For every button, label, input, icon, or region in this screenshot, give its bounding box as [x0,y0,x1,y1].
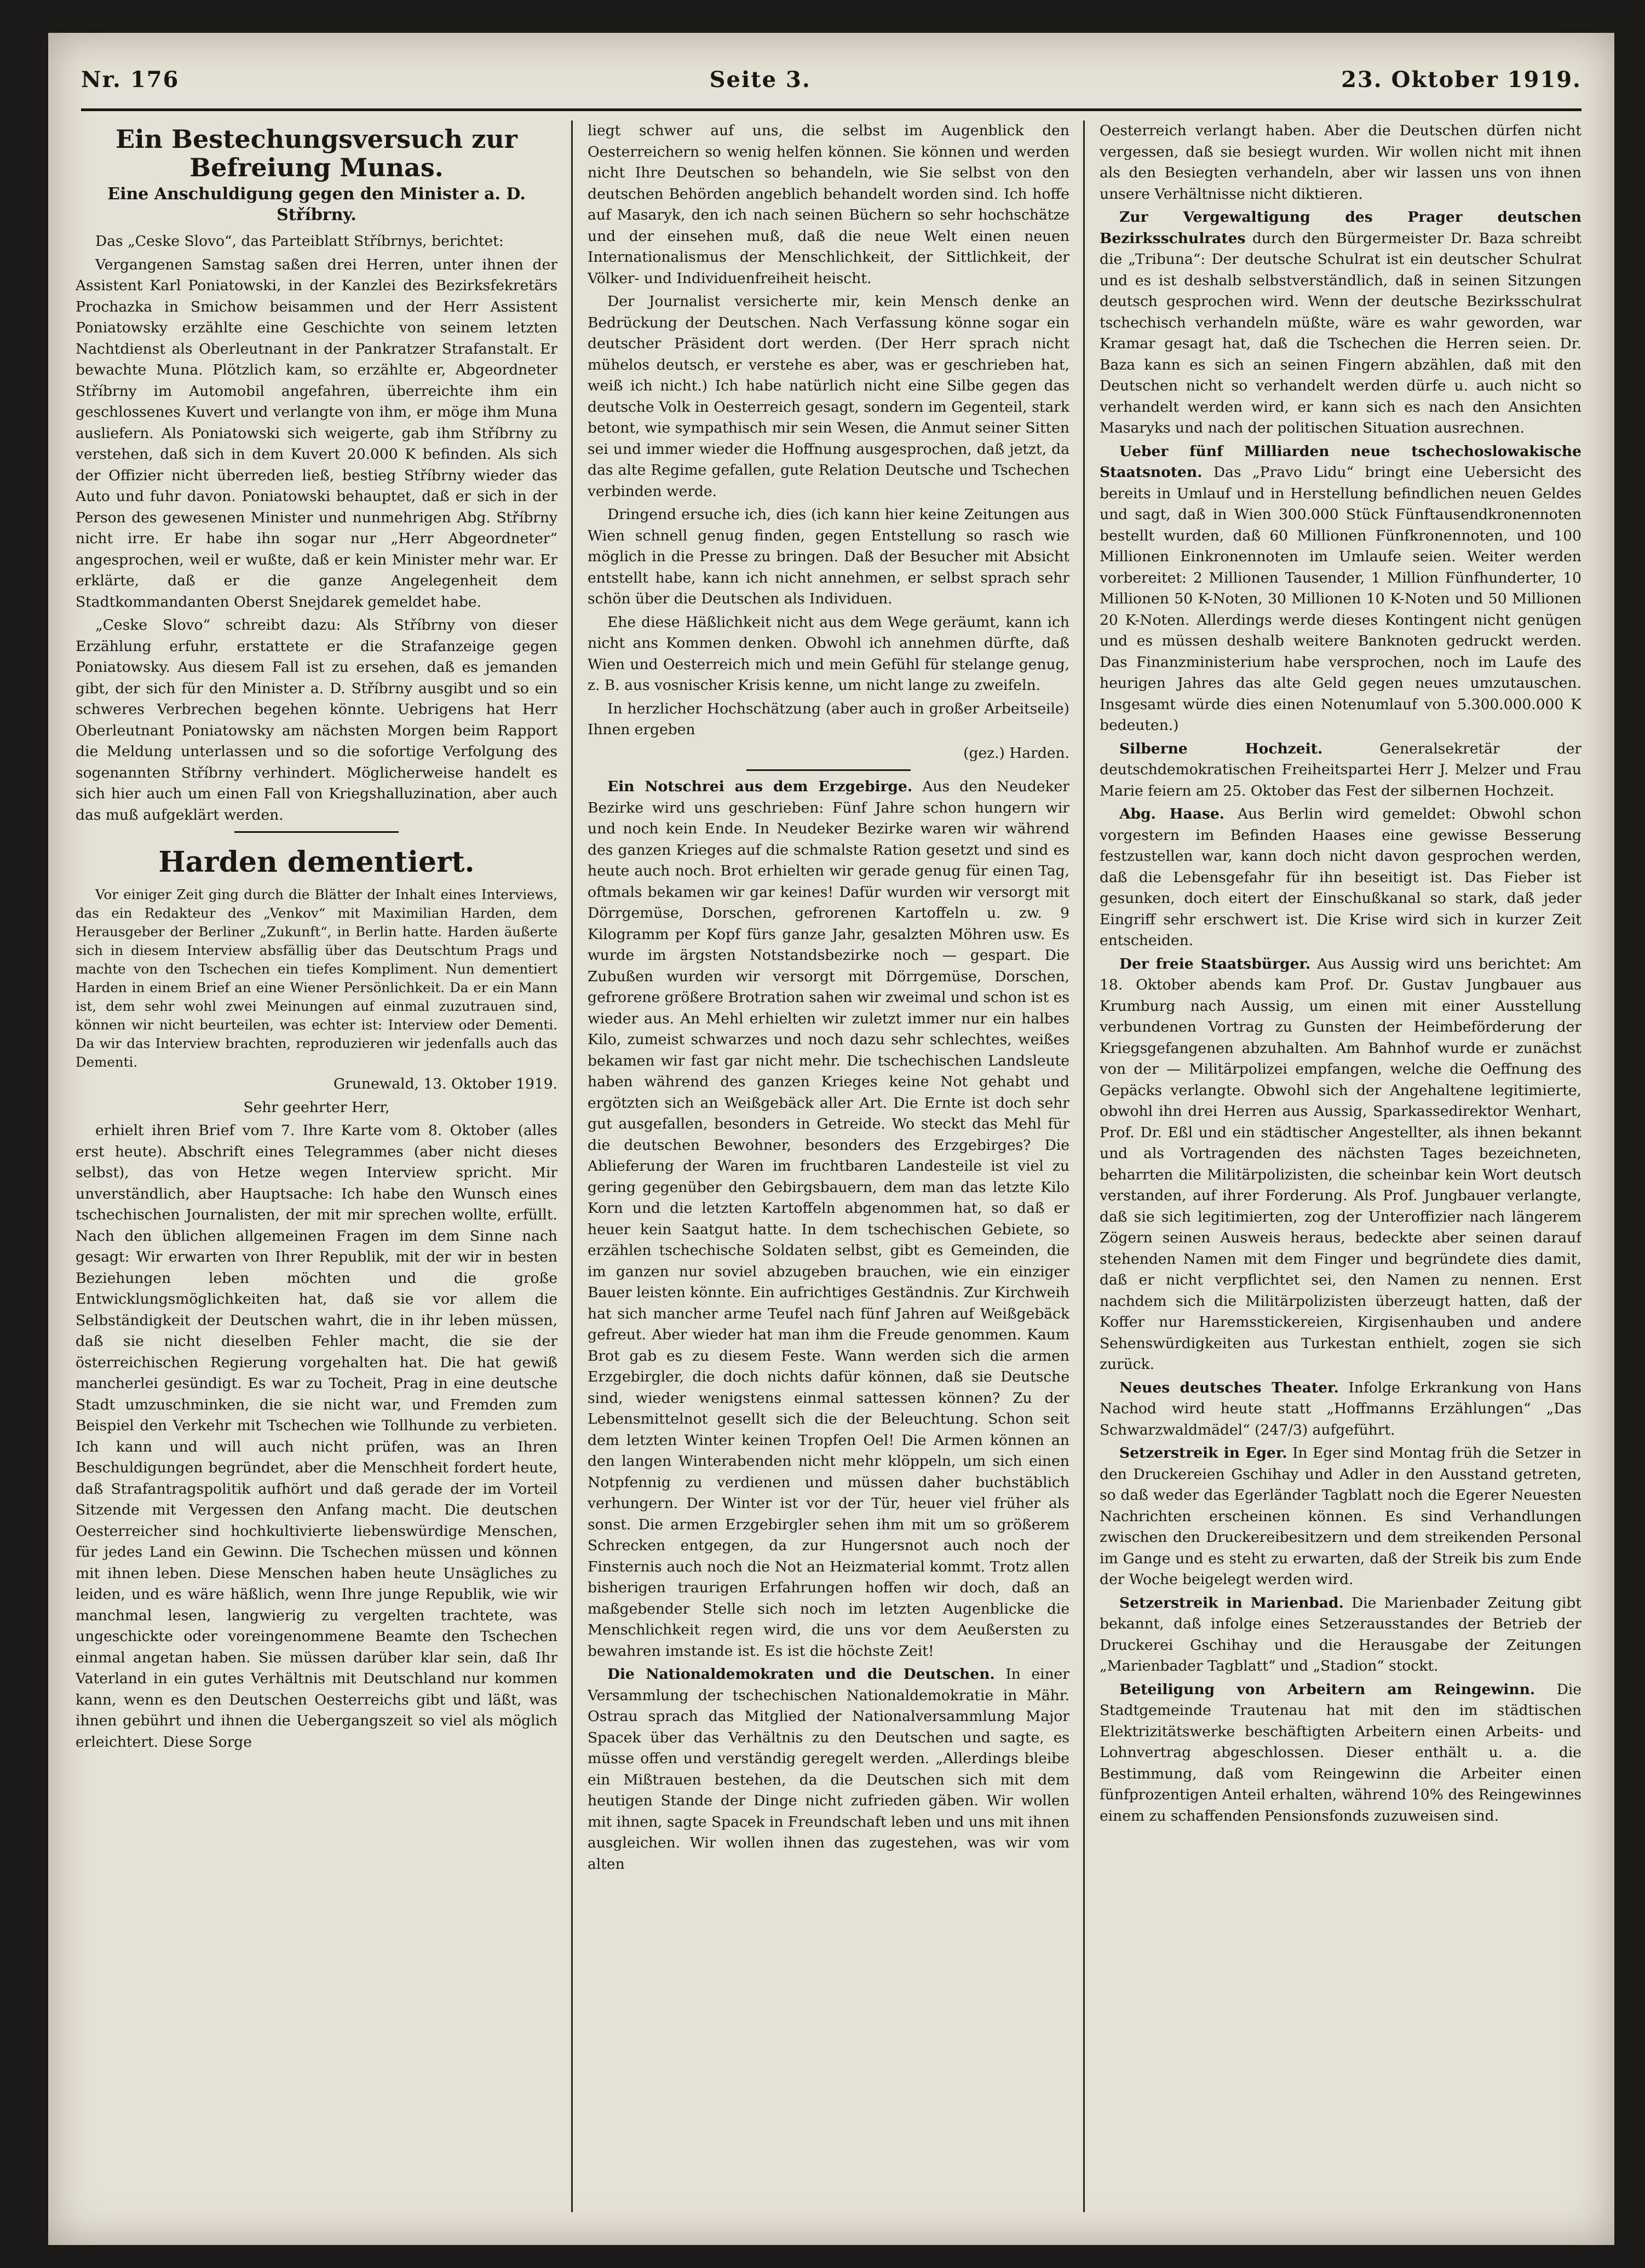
paragraph: „Ceske Slovo“ schreibt dazu: Als Stříbrny von dieser Erzählung erfuhr, erstattete er die Strafanzeige gegen Poniatowsky. Aus diesem Fall ist zu ersehen, daß es jemanden gibt, der sich für den Minister a. D. Stříbrny ausgibt und so ein schweres Verbrechen begehen könnte. Uebrigens hat Herr Oberleutnant Poniatowsky am nächsten Morgen beim Rapport die Meldung unterlassen und so die sofortige Verfolgung des sogenannten Stříbrny verhindert. Möglicherweise handelt es sich hier auch um einen Fall von Kriegshalluzination, aber auch das muß aufgeklärt werden. [76,617,557,824]
page-number: Seite 3. [709,66,811,93]
header-rule [81,108,1581,111]
paragraph [1100,739,1581,802]
column-2 [588,120,1069,2218]
paragraph [1100,954,1581,1375]
paragraph-text: Aus Aussig wird uns berichtet: Am 18. Oktober abends kam Prof. Dr. Gustav Jungbauer aus Krumburg nach Aussig, um einen mit einer Ausstellung verbundenen Vortrag zu Gunsten der Heimbeförderung der Kriegsgefangenen abzuhalten. Am Bahnhof wurde er zunächst von der — Militärpolizei empfangen, welche die Oeffnung des Gepäcks verlangte. Obwohl sich der Angehaltene legitimierte, obwohl ihn drei Herren aus Aussig, Sparkassedirektor Wenhart, Prof. Dr. Eßl und ein städtischer Angestellter, als ihnen bekannt und als Vortragenden des nächsten Tages bezeichneten, beharrten die Militärpolizisten, die scheinbar kein Wort deutsch verstanden, auf ihrer Forderung. Als Prof. Jungbauer verlangte, daß sie sich legitimierten, zog der Unteroffizier nach längerem Zögern seinen Ausweis heraus, bedeckte aber seinen darauf stehenden Namen mit dem Finger und begründete dies damit, daß er nicht verpflichtet sei, den Namen zu nennen. Erst nachdem sich die Militärpolizisten überzeugt hatten, daß der Koffer nur Haremsstickereien, Kirgisenhauben und andere Sehenswürdigkeiten aus Turkestan enthielt, zogen sie sich zurück. [1100,955,1581,1373]
section-heading: Beteiligung von Arbeitern am Reingewinn. [1119,1680,1535,1698]
paragraph: In herzlicher Hochschätzung (aber auch in großer Arbeitseile) Ihnen ergeben [588,700,1069,738]
paragraph [1100,1679,1581,1827]
paragraph [1100,1378,1581,1441]
paragraph: Oesterreich verlangt haben. Aber die Deutschen dürfen nicht vergessen, daß sie besiegt wurden. Wir wollen nicht mit ihnen als den Besiegten verhandeln, aber wir lassen uns von ihnen unsere Verhältnisse nicht diktieren. [1100,122,1581,203]
section-heading: Der freie Staatsbürger. [1119,955,1311,972]
article-intro: Vor einiger Zeit ging durch die Blätter der Inhalt eines Interviews, das ein Redakteur des „Venkov“ mit Maximilian Harden, dem Herausgeber der Berliner „Zukunft“, in Berlin hatte. Harden äußerte sich in diesem Interview absfällig über das Deutschtum Prags und machte von den Tschechen ein tiefes Kompliment. Nun dementiert Harden in einem Brief an eine Wiener Persönlichkeit. Da er ein Mann ist, dem sehr wohl zwei Meinungen auf einmal zuzutrauen sind, können wir nicht beurteilen, was echter ist: Interview oder Dementi. Da wir das Interview brachten, reproduzieren wir jedenfalls auch das Dementi. [76,887,557,1070]
paragraph-text: In einer Versammlung der tschechischen Nationaldemokratie in Mähr. Ostrau sprach das Mitglied der Nationalversammlung Major Spacek über das Verhältnis zu den Deutschen und sagte, es müsse offen und verständig geregelt werden. „Allerdings bleibe ein Mißtrauen bestehen, da die Deutschen sich mit dem heutigen Stande der Dinge nicht zufrieden gäben. Wir wollen mit ihnen, sagte Spacek in Freundschaft leben und uns mit ihnen ausgleichen. Wir wollen ihnen das zugestehen, was wir vom alten [588,1666,1069,1873]
paragraph [1100,1443,1581,1591]
paragraph-text: In Eger sind Montag früh die Setzer in den Druckereien Gschihay und Adler in den Ausstand getreten, so daß weder das Egerländer Tagblatt noch die Egerer Neuesten Nachrichten erscheinen können. Es sind Verhandlungen zwischen den Druckereibesitzern und dem streikenden Personal im Gange und es steht zu erwarten, daß der Streik bis zum Ende der Woche beigelegt werden wird. [1100,1444,1581,1588]
section-heading: Die Nationaldemokraten und die Deutschen. [607,1666,995,1683]
paragraph [1100,207,1581,439]
paragraph [1100,441,1581,736]
paragraph: Der Journalist versicherte mir, kein Mensch denke an Bedrückung der Deutschen. Nach Verfassung könne sogar ein deutscher Präsident dort werden. (Der Herr sprach nicht mühelos deutsch, er verstehe es aber, was er geschrieben hat, weiß ich nicht.) Ich habe natürlich nicht eine Silbe gegen das deutsche Volk in Oesterreich gesagt, sondern im Gegenteil, stark betont, wie sympathisch mir sein Wesen, die Anmut seiner Sitten sei und immer wieder die Hoffnung ausgesprochen, daß jetzt, da das alte Regime gefallen, gute Relation Deutsche und Tschechen verbinden werde. [588,293,1069,500]
section-heading: Ein Notschrei aus dem Erzgebirge. [607,778,913,795]
section-divider [746,769,911,771]
section-heading: Silberne Hochzeit. [1119,740,1323,757]
section-heading: Setzerstreik in Eger. [1119,1444,1287,1461]
paragraph-text: Infolge Erkrankung von Hans Nachod wird heute statt „Hoffmanns Erzählungen“ „Das Schwarzwaldmädel“ (247/3) aufgeführt. [1100,1379,1581,1438]
paragraph [1100,1593,1581,1677]
article-title: Ein Bestechungsversuch zur Befreiung Munas. [116,124,517,182]
section-heading: Zur Vergewaltigung des Prager deutschen Bezirksschulrates [1100,209,1581,247]
paragraph: Ehe diese Häßlichkeit nicht aus dem Wege geräumt, kann ich nicht ans Kommen denken. Obwohl ich annehmen dürfte, daß Wien und Oesterreich mich und mein Gefühl für stelange genug, z. B. aus vosnischer Krisis kenne, um nicht lange zu zweifeln. [588,613,1069,694]
paragraph-text: Aus den Neudeker Bezirke wird uns geschrieben: Fünf Jahre schon hungern wir und noch kein Ende. In Neudeker Bezirke waren wir während des ganzen Krieges auf die schmalste Ration gesetzt und sind es heute auch noch. Brot erhielten wir gerade genug für einen Tag, oftmals bekamen wir gar keines! Dafür wurden wir versorgt mit Dörrgemüse, Dorschen, gefrorenen Kartoffeln u. zw. 9 Kilogramm per Kopf fürs ganze Jahr, gesalzten Möhren usw. Es wurde im ärgsten Notstandsbezirke noch — gespart. Die Zubußen wurden wir versorgt mit Dörrgemüse, Dorschen, gefrorene größere Brotration sahen wir zweimal und schon ist es wieder aus. An Mehl erhielten wir zuletzt immer nur ein halbes Kilo, zumeist schwarzes und noch dazu sehr schlechtes, weißes bekamen wir fast gar nicht mehr. Die tschechischen Landsleute haben während des ganzen Krieges keine Not gehabt und ergötzten sich an Weißgebäck aller Art. Die Ernte ist doch sehr gut ausgefallen, besonders in Getreide. Wo steckt das Mehl für die deutschen Bewohner, besonders des Erzgebirges? Die Ablieferung der Waren im fruchtbaren Landesteile ist viel zu gering gegenüber den Gebirgsbauern, dem man das letzte Kilo Korn und die letzten Kartoffeln abgenommen hat, so daß er heuer kein Saatgut hatte. In dem tschechischen Gebiete, so erzählen tschechische Soldaten selbst, gibt es Gemeinden, die im ganzen nur soviel abzugeben brauchen, wie ein einziger Bauer leisten könnte. Ein aufrichtiges Geständnis. Zur Kirchweih hat sich mancher arme Teufel nach fünf Jahren auf Weißgebäck gefreut. Aber wieder hat man ihm die Freude genommen. Kaum Brot gab es zu diesem Feste. Wann werden sich die armen Erzgebirgler, die doch nichts dafür können, daß sie Deutsche sind, wieder wenigstens einmal sattessen können? Zu der Lebensmittelnot gesellt sich die der Beleuchtung. Schon seit dem letzten Winter keinen Tropfen Oel! Die Armen können an den langen Winterabenden nicht mehr klöppeln, um sich einen Notpfennig zu verdienen und müssen daher buchstäblich verhungern. Der Winter ist vor der Tür, heuer viel früher als sonst. Die armen Erzgebirgler sehen ihm mit um so größerem Schrecken entgegen, da zur Hungersnot auch noch der Finsternis auch noch die Not an Heizmaterial kommt. Trotz allen bisherigen traurigen Erfahrungen hoffen wir doch, daß an maßgebender Stelle sich noch im letzten Augenblicke die Menschlichkeit regen wird, die uns vor dem Aeußersten zu bewahren imstande ist. Es ist die höchste Zeit! [588,778,1069,1660]
paragraph-text: Die Stadtgemeinde Trautenau hat mit den im städtischen Elektrizitätswerke beschäftigten Arbeitern einen Arbeits- und Lohnvertrag abgeschlossen. Dieser enthält u. a. die Bestimmung, daß vom Reingewinn die Arbeiter einen fünfprozentigen Anteil erhalten, während 10% des Reingewinnes einem zu schaffenden Pensionsfonds zuzuweisen sind. [1100,1680,1581,1824]
paragraph-text: Das „Pravo Lidu“ bringt eine Uebersicht des bereits in Umlauf und in Herstellung befindlichen neuen Geldes und sagt, daß in Wien 300.000 Stück Fünftausendkronennoten bestellt wurden, daß 60 Millionen Fünfkronennoten, und 100 Millionen Einkronennoten im Umlaufe seien. Weiter werden vorbereitet: 2 Millionen Tausender, 1 Million Fünfhunderter, 10 Millionen 50 K-Noten, 30 Millionen 10 K-Noten und 50 Millionen 20 K-Noten. Allerdings werde dieses Kontingent nicht genügen und es müssen deshalb weitere Banknoten gedruckt werden. Das Finanzministerium habe versprochen, noch im Laufe des heurigen Jahres das alte Geld gegen neues umzutauschen. Insgesamt würde dies einen Notenumlauf von 5.300.000.000 K bedeuten.) [1100,464,1581,734]
paragraph: liegt schwer auf uns, die selbst im Augenblick den Oesterreichern so wenig helfen können. Sie können und werden nicht Ihre Deutschen so behandeln, wie Sie selbst von den deutschen Behörden angeblich behandelt worden sind. Ich hoffe auf Masaryk, den ich nach seinen Büchern so sehr hochschätze und der einsehen muß, daß die neue Welt einen neuen Internationalismus der Menschlichkeit, der Sittlichkeit, der Völker- und Individuenfreiheit heischt. [588,122,1069,287]
paragraph: Dringend ersuche ich, dies (ich kann hier keine Zeitungen aus Wien schnell genug finden, gegen Entstellung so rasch wie möglich in die Presse zu bringen. Daß der Besucher mit Absicht entstellt habe, kann ich nicht annehmen, er selbst sprach sehr schön über die Deutschen als Individuen. [588,506,1069,607]
paragraph [588,776,1069,1662]
section-heading: Setzerstreik in Marienbad. [1119,1594,1344,1611]
section-heading: Abg. Haase. [1119,805,1225,822]
paragraph-text: Generalsekretär der deutschdemokratischen Freiheitspartei Herr J. Melzer und Frau Marie feiern am 25. Oktober das Fest der silbernen Hochzeit. [1100,740,1581,799]
column-divider [571,120,573,2212]
page-header [81,55,1581,104]
newspaper-page [48,33,1614,2245]
paragraph [1100,804,1581,952]
section-heading: Neues deutsches Theater. [1119,1379,1339,1396]
paragraph-text: durch den Bürgermeister Dr. Baza schreibt die „Tribuna“: Der deutsche Schulrat ist ein deutscher Schulrat und es ist deshalb selbstverständlich, daß in seinen Sitzungen deutsch gesprochen wird. Wenn der deutsche Bezirksschulrat tschechisch verhandeln müßte, wäre es wahr geworden, war Kramar gesagt hat, daß die Tschechen die Herren seien. Dr. Baza kann es sich an seinen Fingern abzählen, daß mit den Deutschen nicht so verhandelt werden dürfe u. auch nicht so verhandelt werden wird, er kann sich es nach den Ansichten Masaryks und nach der politischen Situation ausrechnen. [1100,229,1581,436]
letter-salutation: Sehr geehrter Herr, [243,1098,390,1116]
section-heading: Ueber fünf Milliarden neue tschechoslowakische Staatsnoten. [1100,442,1581,481]
paragraph-text: Aus Berlin wird gemeldet: Obwohl schon vorgestern im Befinden Haases eine gewisse Besserung festzustellen war, kann doch nicht davon gesprochen werden, daß die Lebensgefahr für ihn beseitigt ist. Das Fieber ist gesunken, doch eitert der Einschußkanal so stark, daß jeder Eingriff sehr erschwert ist. Die Krise wird sich in kurzer Zeit entscheiden. [1100,805,1581,949]
section-divider [234,831,399,833]
letter-signature: (gez.) Harden. [963,744,1069,762]
column-divider [1083,120,1085,2212]
article-subtitle: Eine Anschuldigung gegen den Minister a. D. Stříbrny. [107,185,526,225]
paragraph [588,1664,1069,1875]
paragraph: Vergangenen Samstag saßen drei Herren, unter ihnen der Assistent Karl Poniatowski, in der Kanzlei des Bezirksfekretärs Prochazka in Smichow beisammen und der Herr Assistent Poniatowsky erzählte eine Geschichte von seinem letzten Nachtdienst als Oberleutnant in der Pankratzer Strafanstalt. Er bewachte Muna. Plötzlich kam, so erzählte er, Abgeordneter Stříbrny im Automobil angefahren, überreichte ihm ein geschlossenes Kuvert und verlangte von ihm, er möge ihm Muna ausliefern. Als Poniatowski sich weigerte, gab ihm Stříbrny zu verstehen, daß sich in dem Kuvert 20.000 K befinden. Als sich der Offizier nicht überreden ließ, bestieg Stříbrny wieder das Auto und fuhr davon. Poniatowski behauptet, daß er sich in der Person des gewesenen Minister und nunmehrigen Abg. Stříbrny nicht irre. Er habe ihn sogar nur „Herr Abgeordneter“ angesprochen, weil er wußte, daß er kein Minister mehr war. Er erklärte, daß er die ganze Angelegenheit dem Stadtkommandanten Oberst Snejdarek gemeldet habe. [76,256,557,611]
issue-number: Nr. 176 [81,66,180,93]
issue-date: 23. Oktober 1919. [1341,66,1581,93]
paragraph: Das „Ceske Slovo“, das Parteiblatt Stříbrnys, berichtet: [95,233,504,250]
column-3 [1100,120,1581,2218]
letter-dateline: Grunewald, 13. Oktober 1919. [333,1075,557,1092]
article-title: Harden dementiert. [158,845,475,879]
paragraph-text: Die Marienbader Zeitung gibt bekannt, daß infolge eines Setzerausstandes der Betrieb der Druckerei Gschihay und die Herausgabe der Zeitungen „Marienbader Tagblatt“ und „Stadion“ stockt. [1100,1594,1581,1674]
column-1 [76,120,557,2218]
paragraph: erhielt ihren Brief vom 7. Ihre Karte vom 8. Oktober (alles erst heute). Abschrift eines Telegrammes (aber nicht dieses selbst), das von Hetze wegen Interview spricht. Mir unverständlich, aber Hauptsache: Ich habe den Wunsch eines tschechischen Journalisten, der mit mir sprechen wollte, erfüllt. Nach den üblichen allgemeinen Fragen im dem Sinne nach gesagt: Wir erwarten von Ihrer Republik, mit der wir in besten Beziehungen leben möchten und die große Entwicklungsmöglichkeiten hat, daß sie vor allem die Selbständigkeit der Deutschen wahrt, die in ihr leben müssen, daß sie nicht dieselben Fehler macht, die sie der österreichischen Regierung vorgehalten hat. Die hat gewiß mancherlei gesündigt. Es war zu Tocheit, Prag in eine deutsche Stadt umzuschminken, die sie nicht war, und Fremden zum Beispiel den Verkehr mit Tschechen wie Tollhunde zu verbieten. Ich kann und will auch nicht prüfen, was an Ihren Beschuldigungen begründet, aber die Menschheit fordert heute, daß Strafantragspolitik aufhört und daß gerade der im Vorteil Sitzende mit Vergessen den Anfang macht. Die deutschen Oesterreicher sind hochkultivierte liebenswürdige Menschen, für jedes Land ein Gewinn. Die Tschechen müssen und können mit ihnen leben. Diese Menschen haben heute Unsägliches zu leiden, und es wäre häßlich, wenn Ihre junge Republik, wie wir manchmal lesen, langwierig zu vergelten trachtete, was ungeschickte oder voreingenommene Beamte den Tschechen einmal angetan haben. Sie müssen darüber klar sein, daß Ihr Vaterland in ein gutes Verhältnis mit Deutschland nur kommen kann, wenn es den Deutschen Oesterreichs gibt und läßt, was ihnen gebührt und ihnen die Uebergangszeit so viel als möglich erleichtert. Diese Sorge [76,1122,557,1751]
